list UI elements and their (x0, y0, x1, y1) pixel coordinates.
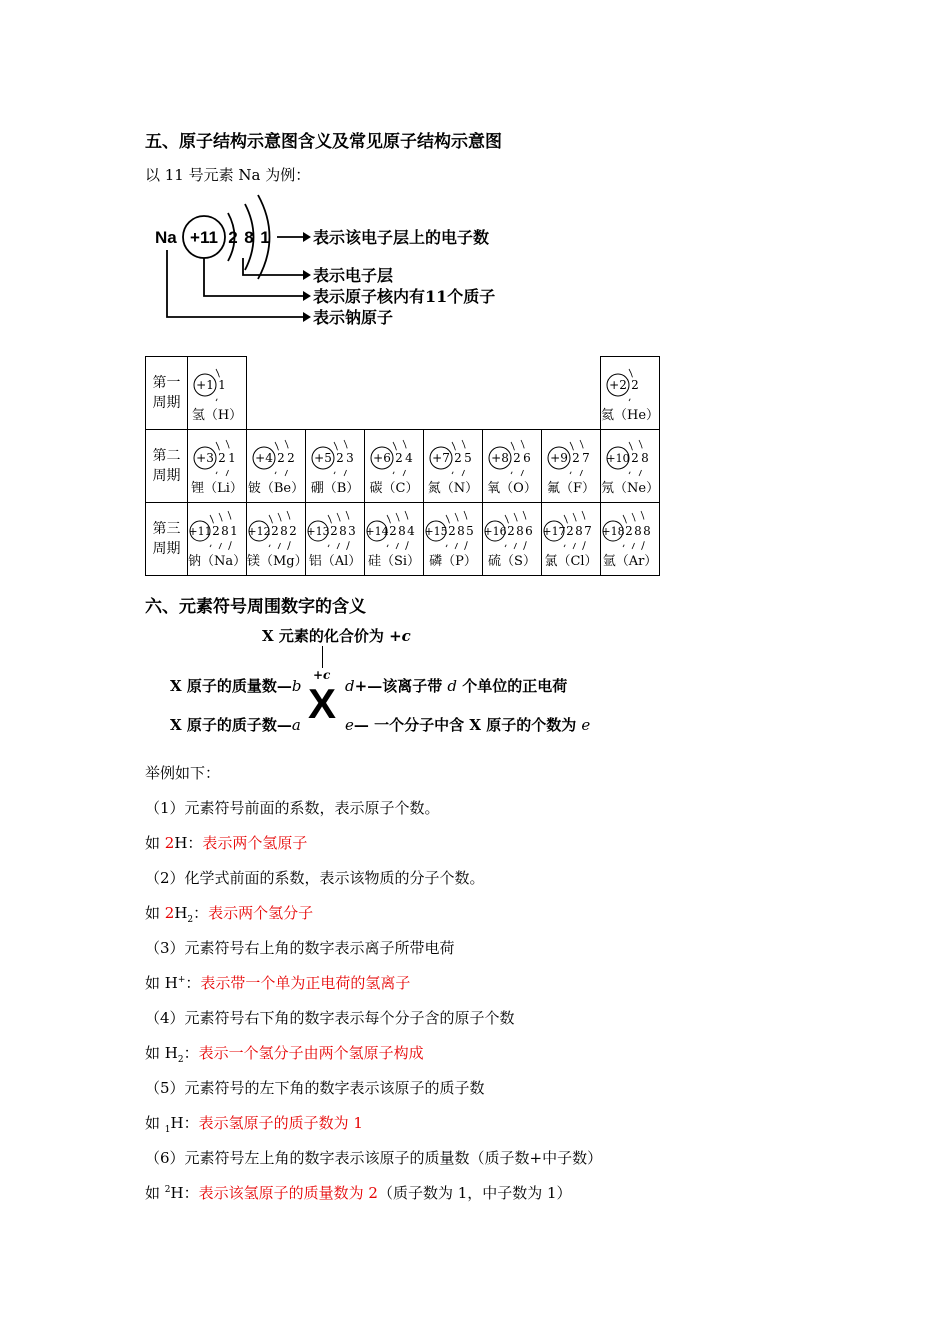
element-name: 锂（Li） (191, 481, 243, 496)
element-cell (601, 430, 660, 503)
shell-electron-count: 8 (457, 524, 465, 538)
shell-electron-count: 2 (271, 524, 279, 538)
atom-diagram (365, 430, 423, 482)
shell-electron-count: 3 (348, 524, 356, 538)
shell-electron-count: 7 (584, 524, 592, 538)
atom-diagram (306, 503, 364, 555)
element-name: 氖（Ne） (601, 481, 660, 496)
element-name: 氧（O） (487, 481, 537, 496)
arrow-head-2 (303, 270, 311, 280)
nucleus-charge: +18 (601, 525, 625, 538)
element-cell (365, 430, 424, 503)
valence-sup: +c (313, 668, 331, 682)
atom-diagram (306, 430, 364, 482)
example-5: 如 $_1$H：表示氢原子的质子数为 1 (145, 1114, 363, 1135)
shell-electron-count: 8 (634, 524, 642, 538)
label-atom: 表示钠原子 (313, 308, 394, 327)
valence-label: X 元素的化合价为 +c (262, 627, 411, 645)
electron-count-2: 8 (244, 228, 254, 247)
atom-diagram (424, 503, 482, 555)
shell-electron-count: 2 (631, 451, 639, 465)
shell-electron-count: 2 (566, 524, 574, 538)
shell-electron-count: 2 (572, 451, 580, 465)
element-cell (188, 503, 247, 576)
shell-electron-count: 2 (289, 524, 297, 538)
examples-intro: 举例如下： (145, 764, 221, 782)
shell-electron-count: 2 (507, 524, 515, 538)
nucleus-charge: +12 (247, 525, 271, 538)
shell-electron-count: 4 (407, 524, 415, 538)
element-cell (542, 503, 601, 576)
element-cell (601, 357, 660, 430)
rule-5: （5）元素符号的左下角的数字表示该原子的质子数 (145, 1079, 485, 1097)
shell-electron-count: 2 (277, 451, 285, 465)
electron-count-1: 2 (228, 228, 238, 247)
shell-electron-count: 2 (287, 451, 295, 465)
nucleus-charge: +4 (255, 451, 273, 465)
period-label-1: 第一周期 (146, 357, 188, 430)
example-6: 如 $^2$H：表示该氢原子的质量数为 2（质子数为 1，中子数为 1） (145, 1184, 572, 1202)
nucleus-charge: +16 (483, 525, 507, 538)
element-cell (306, 503, 365, 576)
nucleus-charge: +13 (306, 525, 330, 538)
shell-electron-count: 2 (212, 524, 220, 538)
atom-diagram (601, 503, 659, 555)
atom-diagram (542, 430, 600, 482)
nucleus-charge: +10 (606, 452, 630, 465)
nucleus-charge: +7 (432, 451, 450, 465)
atom-diagram (365, 503, 423, 555)
element-name: 碳（C） (369, 481, 419, 496)
atom-diagram (188, 503, 246, 555)
element-name: 硫（S） (488, 554, 536, 569)
na-symbol: Na (155, 228, 177, 247)
proton-number-label: X 原子的质子数—a (170, 716, 301, 734)
atom-diagram (424, 430, 482, 482)
shell-electron-count: 2 (513, 451, 521, 465)
nucleus-charge: +1 (196, 378, 214, 392)
period-row-1 (146, 357, 660, 430)
na-structure-diagram (145, 190, 545, 335)
shell-electron-count: 6 (523, 451, 531, 465)
element-name: 铝（Al） (308, 554, 362, 569)
atom-diagram (601, 357, 659, 409)
shell-electron-count: 7 (582, 451, 590, 465)
shell-electron-count: 8 (398, 524, 406, 538)
element-cell (483, 503, 542, 576)
shell-electron-count: 8 (575, 524, 583, 538)
atom-diagram (483, 503, 541, 555)
shell-electron-count: 8 (280, 524, 288, 538)
arrow-head-1 (303, 232, 311, 242)
shell-electron-count: 3 (346, 451, 354, 465)
period-label-2: 第二周期 (146, 430, 188, 503)
element-name: 氟（F） (546, 481, 596, 496)
shell-electron-count: 5 (464, 451, 472, 465)
atom-diagram (188, 430, 246, 482)
element-name: 氯（Cl） (544, 554, 598, 569)
shell-electron-count: 2 (389, 524, 397, 538)
element-name: 氢（H） (191, 408, 243, 423)
nucleus-charge: +11 (190, 228, 218, 247)
element-cell (424, 503, 483, 576)
element-name: 氮（N） (427, 481, 479, 496)
shell-electron-count: 1 (228, 451, 236, 465)
section5-intro: 以 11 号元素 Na 为例： (145, 166, 311, 184)
shell-electron-count: 4 (405, 451, 413, 465)
atom-diagram (247, 430, 305, 482)
shell-electron-count: 2 (395, 451, 403, 465)
period-label-3: 第三周期 (146, 503, 188, 576)
rule-2: （2）化学式前面的系数，表示该物质的分子个数。 (145, 869, 485, 887)
label-nucleus: 表示原子核内有11个质子 (313, 287, 496, 306)
nucleus-charge: +17 (542, 525, 566, 538)
section5-title: 五、原子结构示意图含义及常见原子结构示意图 (145, 132, 502, 152)
shell-electron-count: 1 (218, 378, 226, 392)
arrow-head-4 (303, 312, 311, 322)
arrow-head-3 (303, 291, 311, 301)
shell-electron-count: 2 (330, 524, 338, 538)
element-cell (247, 430, 306, 503)
rule-3: （3）元素符号右上角的数字表示离子所带电荷 (145, 939, 455, 957)
rule-4: （4）元素符号右下角的数字表示每个分子含的原子个数 (145, 1009, 515, 1027)
shell-electron-count: 8 (516, 524, 524, 538)
element-cell (306, 430, 365, 503)
example-1: 如 2H：表示两个氢原子 (145, 834, 308, 852)
label-shell: 表示电子层 (313, 266, 394, 285)
shell-electron-count: 8 (643, 524, 651, 538)
element-name: 氩（Ar） (602, 554, 658, 569)
shell-electron-count: 8 (339, 524, 347, 538)
shell-electron-count: 2 (631, 378, 639, 392)
element-cell (424, 430, 483, 503)
label-electron-count: 表示该电子层上的电子数 (313, 228, 490, 247)
element-name: 钠（Na） (188, 554, 247, 569)
atom-diagram (542, 503, 600, 555)
element-name: 磷（P） (429, 554, 477, 569)
atom-diagram (188, 357, 246, 409)
nucleus-charge: +15 (424, 525, 448, 538)
atom-count-label: e— 一个分子中含 X 原子的个数为 e (345, 716, 591, 734)
atom-diagram (483, 430, 541, 482)
example-2: 如 $2H_2$：表示两个氢分子 (145, 904, 314, 925)
element-name: 硅（Si） (367, 554, 421, 569)
nucleus-charge: +14 (365, 525, 389, 538)
shell-electron-count: 2 (448, 524, 456, 538)
atom-diagram (247, 503, 305, 555)
shell-electron-count: 6 (525, 524, 533, 538)
element-cell (188, 430, 247, 503)
period-row-3 (146, 503, 660, 576)
element-cell (365, 503, 424, 576)
nucleus-charge: +3 (196, 451, 214, 465)
shell-electron-count: 2 (218, 451, 226, 465)
electron-count-3: 1 (260, 228, 270, 247)
element-cell (247, 503, 306, 576)
nucleus-charge: +9 (550, 451, 568, 465)
shell-electron-count: 2 (454, 451, 462, 465)
shell-electron-count: 2 (625, 524, 633, 538)
example-4: 如 $H_2$：表示一个氢分子由两个氢原子构成 (145, 1044, 424, 1065)
rule-1: （1）元素符号前面的系数，表示原子个数。 (145, 799, 440, 817)
nucleus-charge: +8 (491, 451, 509, 465)
shell-electron-count: 2 (336, 451, 344, 465)
element-name: 镁（Mg） (247, 554, 308, 569)
nucleus-charge: +6 (373, 451, 391, 465)
periodic-table (145, 356, 660, 576)
nucleus-charge: +2 (609, 378, 627, 392)
element-name: 氦（He） (601, 408, 660, 423)
element-name: 硼（B） (310, 481, 360, 496)
element-name: 铍（Be） (247, 481, 305, 496)
rule-6: （6）元素符号左上角的数字表示该原子的质量数（质子数+中子数） (145, 1149, 603, 1167)
nucleus-charge: +5 (314, 451, 332, 465)
ion-charge-label: d+—该离子带 d 个单位的正电荷 (345, 677, 568, 695)
element-cell (188, 357, 247, 430)
period-row-2 (146, 430, 660, 503)
section6-title: 六、元素符号周围数字的含义 (145, 597, 366, 617)
shell-electron-count: 5 (466, 524, 474, 538)
nucleus-charge: +11 (188, 525, 212, 538)
shell-electron-count: 8 (641, 451, 649, 465)
atom-diagram (601, 430, 659, 482)
element-cell (483, 430, 542, 503)
shell-electron-count: 8 (221, 524, 229, 538)
mass-number-label: X 原子的质量数—b (170, 677, 302, 695)
element-symbol-x: X (308, 680, 337, 727)
valence-connector-line (322, 646, 323, 668)
shell-electron-count: 1 (230, 524, 238, 538)
element-cell (542, 430, 601, 503)
example-3: 如 H+：表示带一个单为正电荷的氢离子 (145, 974, 411, 992)
element-cell (601, 503, 660, 576)
